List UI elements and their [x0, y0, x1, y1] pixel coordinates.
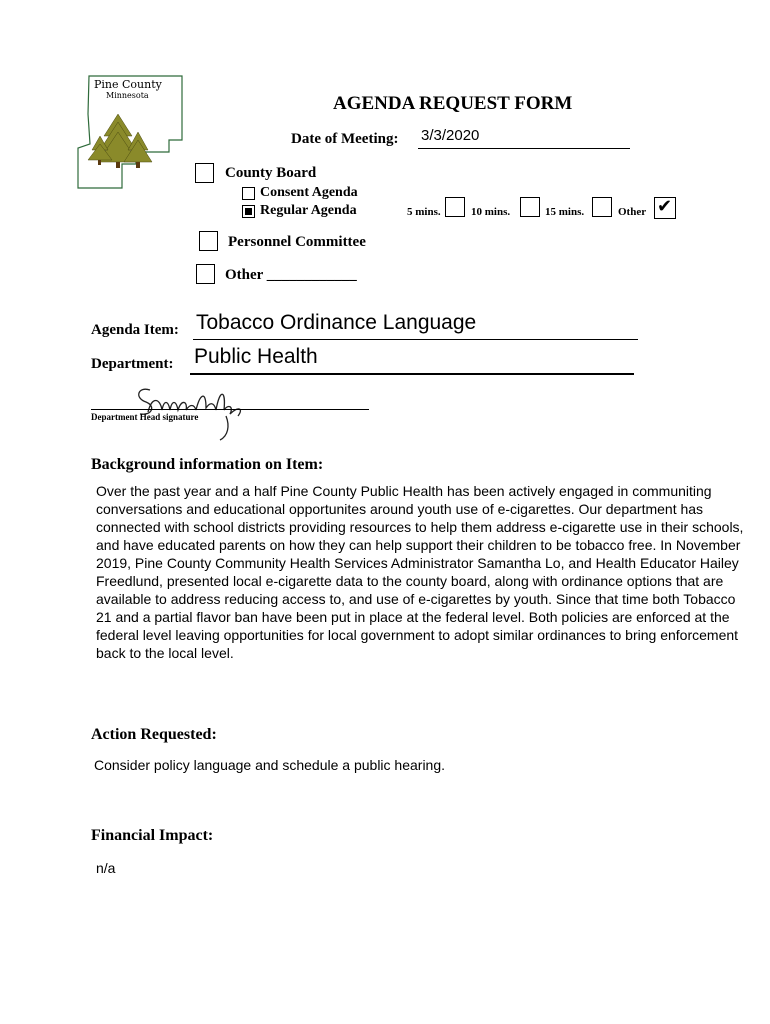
personnel-committee-checkbox[interactable]	[199, 231, 218, 251]
time-15-checkbox[interactable]	[592, 197, 612, 217]
time-other-label: Other	[618, 206, 647, 218]
pine-county-logo	[74, 74, 184, 190]
other-label: Other ____________	[225, 267, 357, 283]
agenda-item-underline	[193, 339, 638, 340]
meeting-date-label: Date of Meeting:	[291, 131, 399, 147]
time-10-checkbox[interactable]	[520, 197, 540, 217]
agenda-item-label: Agenda Item:	[91, 322, 179, 338]
signature-underline	[91, 409, 369, 410]
regular-agenda-checkbox[interactable]	[242, 205, 255, 218]
department-label: Department:	[91, 356, 174, 372]
time-15-label: 15 mins.	[545, 206, 585, 218]
action-requested-heading: Action Requested:	[91, 726, 217, 743]
meeting-date-field[interactable]: 3/3/2020	[421, 127, 480, 144]
meeting-date-underline	[418, 148, 630, 149]
department-field[interactable]: Public Health	[194, 345, 318, 368]
financial-impact-text[interactable]: n/a	[96, 860, 116, 876]
checked-fill-icon	[245, 208, 252, 215]
logo-subtitle: Minnesota	[106, 91, 149, 100]
time-5-checkbox[interactable]	[445, 197, 465, 217]
other-checkbox[interactable]	[196, 264, 215, 284]
background-heading: Background information on Item:	[91, 456, 324, 473]
signature-label: Department Head signature	[91, 412, 199, 422]
time-5-label: 5 mins.	[407, 206, 441, 218]
time-10-label: 10 mins.	[471, 206, 511, 218]
time-other-checkbox[interactable]	[654, 197, 676, 219]
action-requested-text[interactable]: Consider policy language and schedule a public hearing.	[94, 757, 446, 773]
background-text[interactable]: Over the past year and a half Pine County Public Health has been actively engaged in communiting conversations and educational opportunites around youth use of e-cigarettes. Our department has connected with school districts providing resources to help them address e-cigarette use in their schools, and have educated parents on how they can help support their children to be tobacco free. In November 2019, Pine County Community Health Services Administrator Samantha Lo, and Health Educator Hailey Freedlund, presented local e-cigarette data to the county board, along with ordinance options that are available to address reducing access to, and use of e-cigarettes by youth. Since that time both Tobacco 21 and a partial flavor ban have been put in place at the federal level. Both policies are enforced at the federal level leaving opportunities for local government to adopt similar ordinances to bring enforcement back to the local level.	[96, 483, 744, 661]
financial-impact-heading: Financial Impact:	[91, 827, 214, 844]
personnel-committee-label: Personnel Committee	[228, 234, 366, 250]
checkmark-icon: ✔	[657, 196, 673, 217]
county-board-label: County Board	[225, 165, 317, 181]
logo-title: Pine County	[94, 78, 162, 91]
department-underline	[190, 373, 634, 375]
county-board-checkbox[interactable]	[195, 163, 214, 183]
consent-agenda-label: Consent Agenda	[260, 185, 358, 200]
signature-image	[130, 376, 250, 446]
agenda-item-field[interactable]: Tobacco Ordinance Language	[196, 311, 477, 334]
consent-agenda-checkbox[interactable]	[242, 187, 255, 200]
regular-agenda-label: Regular Agenda	[260, 203, 357, 218]
form-title: AGENDA REQUEST FORM	[333, 93, 573, 114]
